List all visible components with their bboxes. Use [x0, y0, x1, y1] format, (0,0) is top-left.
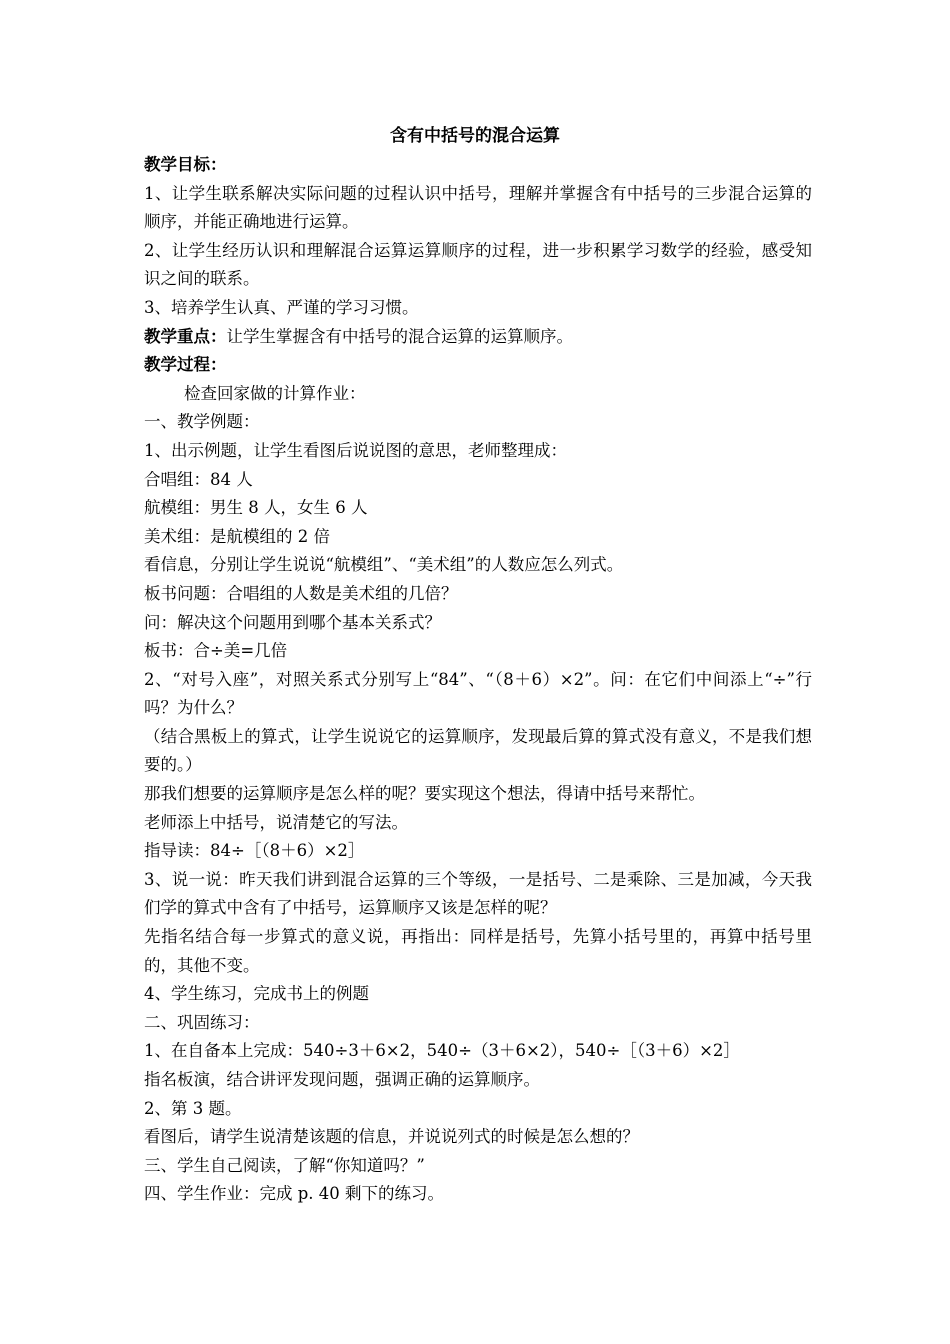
section-1-item-2-teacher: 老师添上中括号，说清楚它的写法。	[144, 812, 408, 832]
choir-line: 合唱组：84 人	[144, 469, 253, 489]
goal-3: 3、培养学生认真、严谨的学习习惯。	[144, 297, 419, 317]
section-1-heading: 一、教学例题：	[144, 412, 260, 432]
section-1-item-1: 1、出示例题，让学生看图后说说图的意思，老师整理成：	[144, 440, 567, 460]
section-4-heading: 四、学生作业：完成 p. 40 剩下的练习。	[144, 1184, 445, 1204]
goal-2: 2、让学生经历认识和理解混合运算运算顺序的过程，进一步积累学习数学的经验，感受知识之间的联系。	[144, 240, 812, 289]
section-3-heading: 三、学生自己阅读，了解“你知道吗？”	[144, 1155, 425, 1175]
section-2-item-1: 1、在自备本上完成：540÷3＋6×2，540÷（3＋6×2），540÷［（3＋6）×2］	[144, 1041, 740, 1061]
section-1-item-2-read: 指导读：84÷［（8＋6）×2］	[144, 841, 365, 861]
model-line: 航模组：男生 8 人，女生 6 人	[144, 498, 368, 518]
section-2-item-1-detail: 指名板演，结合讲评发现问题，强调正确的运算顺序。	[144, 1070, 540, 1089]
section-2-item-2-detail: 看图后，请学生说清楚该题的信息，并说说列式的时候是怎么想的？	[144, 1127, 639, 1147]
section-1-item-4: 4、学生练习，完成书上的例题	[144, 984, 369, 1004]
board-question: 板书问题：合唱组的人数是美术组的几倍？	[144, 583, 458, 603]
key-point-label: 教学重点：	[144, 326, 227, 346]
art-line: 美术组：是航模组的 2 倍	[144, 526, 330, 546]
info-line: 看信息，分别让学生说说“航模组”、“美术组”的人数应怎么列式。	[144, 555, 624, 575]
section-2-heading: 二、巩固练习：	[144, 1012, 260, 1032]
ask-line: 问：解决这个问题用到哪个基本关系式？	[144, 612, 441, 632]
section-1-item-2-note: （结合黑板上的算式，让学生说说它的运算顺序，发现最后算的算式没有意义，不是我们想要的。）	[144, 726, 812, 775]
board-relation: 板书：合÷美=几倍	[144, 641, 288, 661]
section-1-item-3: 3、说一说：昨天我们讲到混合运算的三个等级，一是括号、二是乘除、三是加减，今天我们学的算式中含有了中括号，运算顺序又该是怎样的呢？	[144, 869, 812, 918]
section-2-item-2: 2、第 3 题。	[144, 1098, 242, 1118]
section-1-item-3-detail: 先指名结合每一步算式的意义说，再指出：同样是括号，先算小括号里的，再算中括号里的，其他不变。	[144, 927, 812, 975]
document-title: 含有中括号的混合运算	[390, 126, 560, 146]
goal-1: 1、让学生联系解决实际问题的过程认识中括号，理解并掌握含有中括号的三步混合运算的顺序，并能正确地进行运算。	[144, 183, 812, 232]
key-point-text: 让学生掌握含有中括号的混合运算的运算顺序。	[226, 326, 573, 346]
section-1-item-2-question: 那我们想要的运算顺序是怎么样的呢？要实现这个想法，得请中括号来帮忙。	[144, 784, 705, 804]
goals-heading: 教学目标：	[144, 155, 227, 174]
document-body	[144, 151, 812, 1209]
key-point	[144, 323, 812, 352]
process-heading: 教学过程：	[144, 355, 227, 375]
section-1-item-2: 2、“对号入座”，对照关系式分别写上“84”、“（8＋6）×2”。问：在它们中间添上“÷”行吗？为什么？	[144, 669, 812, 718]
check-homework: 检查回家做的计算作业：	[184, 383, 366, 403]
